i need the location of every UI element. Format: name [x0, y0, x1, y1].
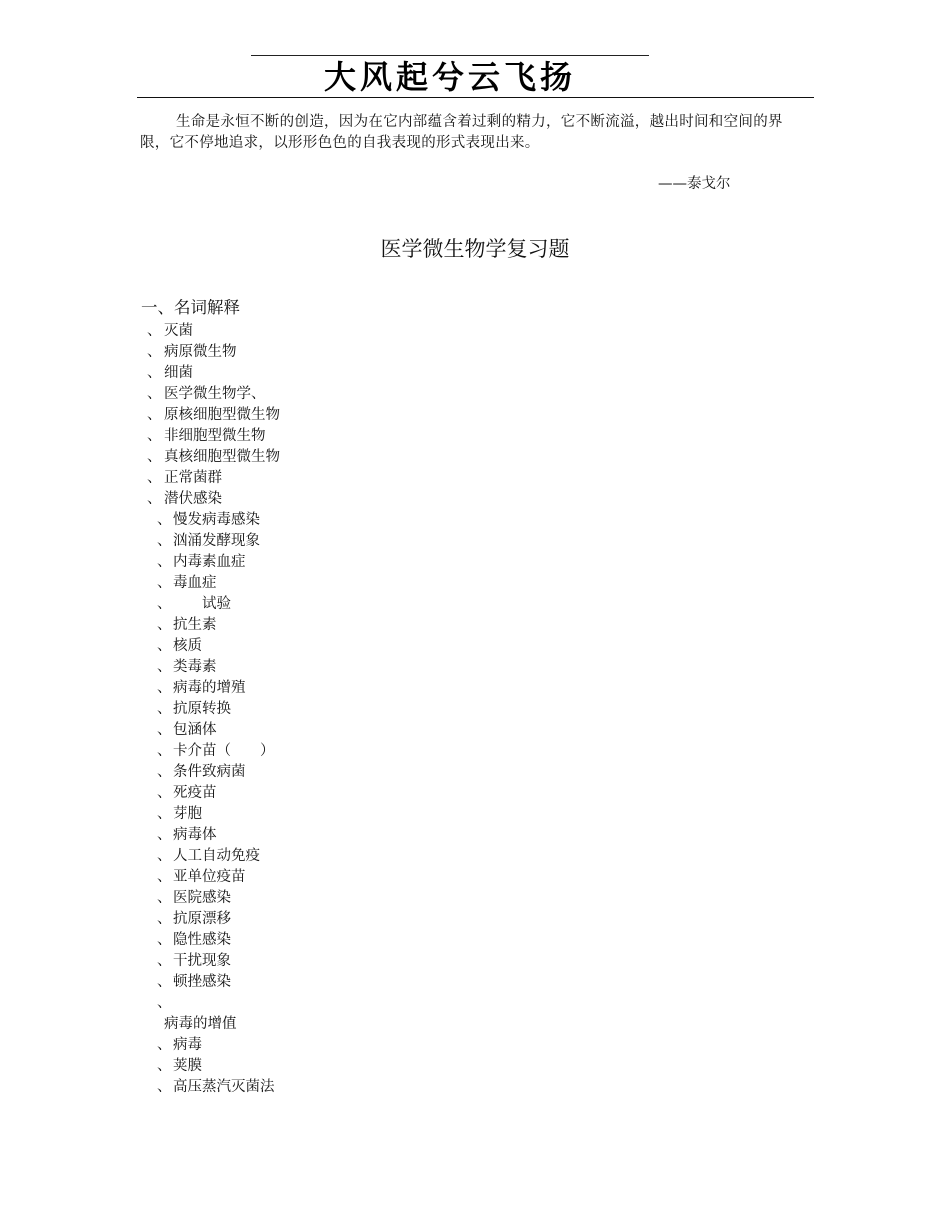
term-text: 正常菌群 — [164, 470, 222, 486]
term-text: 抗生素 — [173, 617, 217, 633]
term-text: 隐性感染 — [173, 932, 231, 948]
term-text: 内毒素血症 — [173, 554, 246, 570]
term-text: 人工自动免疫 — [173, 848, 260, 864]
list-mark: 、 — [157, 575, 172, 591]
list-mark: 、 — [147, 386, 162, 402]
term-text: 荚膜 — [173, 1058, 202, 1074]
list-mark: 、 — [157, 1079, 172, 1095]
term-text: 潜伏感染 — [164, 491, 222, 507]
list-mark: 、 — [147, 449, 162, 465]
list-mark: 、 — [157, 722, 172, 738]
list-mark: 、 — [157, 974, 172, 990]
list-mark: 、 — [147, 491, 162, 507]
list-mark: 、 — [157, 827, 172, 843]
list-mark: 、 — [147, 428, 162, 444]
term-text: 卡介苗（ ） — [173, 743, 275, 759]
list-mark: 、 — [157, 953, 172, 969]
term-text: 核质 — [173, 638, 202, 654]
term-text: 医学微生物学、 — [164, 386, 266, 402]
list-mark: 、 — [157, 995, 172, 1011]
term-text: 灭菌 — [164, 323, 193, 339]
list-mark: 、 — [157, 596, 172, 612]
term-text: 高压蒸汽灭菌法 — [173, 1079, 275, 1095]
section-heading: 一、名词解释 — [141, 298, 240, 317]
term-text: 干扰现象 — [173, 953, 231, 969]
quote-author: ——泰戈尔 — [658, 176, 731, 192]
list-mark: 、 — [157, 701, 172, 717]
list-mark: 、 — [147, 407, 162, 423]
list-mark: 、 — [157, 890, 172, 906]
term-text: 原核细胞型微生物 — [164, 407, 280, 423]
term-text: 慢发病毒感染 — [173, 512, 260, 528]
term-text: 死疫苗 — [173, 785, 217, 801]
list-mark: 、 — [157, 1058, 172, 1074]
list-mark: 、 — [157, 533, 172, 549]
list-mark: 、 — [157, 806, 172, 822]
list-mark: 、 — [147, 365, 162, 381]
document-title: 医学微生物学复习题 — [380, 237, 570, 261]
list-mark: 、 — [147, 323, 162, 339]
list-mark: 、 — [157, 785, 172, 801]
term-text: 医院感染 — [173, 890, 231, 906]
term-text: 试验 — [202, 596, 231, 612]
list-mark: 、 — [157, 1037, 172, 1053]
term-text: 毒血症 — [173, 575, 217, 591]
list-mark: 、 — [157, 554, 172, 570]
list-mark: 、 — [157, 659, 172, 675]
list-mark: 、 — [157, 848, 172, 864]
term-text: 汹涌发酵现象 — [173, 533, 260, 549]
list-mark: 、 — [157, 512, 172, 528]
term-text: 病毒的增殖 — [173, 680, 246, 696]
term-text: 病原微生物 — [164, 344, 237, 360]
term-text: 非细胞型微生物 — [164, 428, 266, 444]
list-mark: 、 — [157, 638, 172, 654]
term-text: 细菌 — [164, 365, 193, 381]
list-mark: 、 — [147, 344, 162, 360]
list-mark: 、 — [157, 764, 172, 780]
top-rule — [251, 55, 649, 56]
list-mark: 、 — [147, 470, 162, 486]
term-text: 病毒体 — [173, 827, 217, 843]
list-mark: 、 — [157, 932, 172, 948]
list-mark: 、 — [157, 869, 172, 885]
term-text: 亚单位疫苗 — [173, 869, 246, 885]
term-text: 顿挫感染 — [173, 974, 231, 990]
term-text: 抗原转换 — [173, 701, 231, 717]
term-text: 病毒的增值 — [164, 1016, 237, 1032]
term-text: 包涵体 — [173, 722, 217, 738]
term-text: 芽胞 — [173, 806, 202, 822]
quote-text: 生命是永恒不断的创造，因为在它内部蕴含着过剩的精力，它不断流溢，越出时间和空间的界限，它不停地追求，以形形色色的自我表现的形式表现出来。 — [140, 114, 783, 151]
list-mark: 、 — [157, 617, 172, 633]
banner-rule — [137, 97, 814, 98]
list-mark: 、 — [157, 680, 172, 696]
list-mark: 、 — [157, 911, 172, 927]
term-text: 真核细胞型微生物 — [164, 449, 280, 465]
banner-title: 大风起兮云飞扬 — [323, 58, 576, 96]
term-text: 抗原漂移 — [173, 911, 231, 927]
term-text: 类毒素 — [173, 659, 217, 675]
term-text: 条件致病菌 — [173, 764, 246, 780]
list-mark: 、 — [157, 743, 172, 759]
term-text: 病毒 — [173, 1037, 202, 1053]
